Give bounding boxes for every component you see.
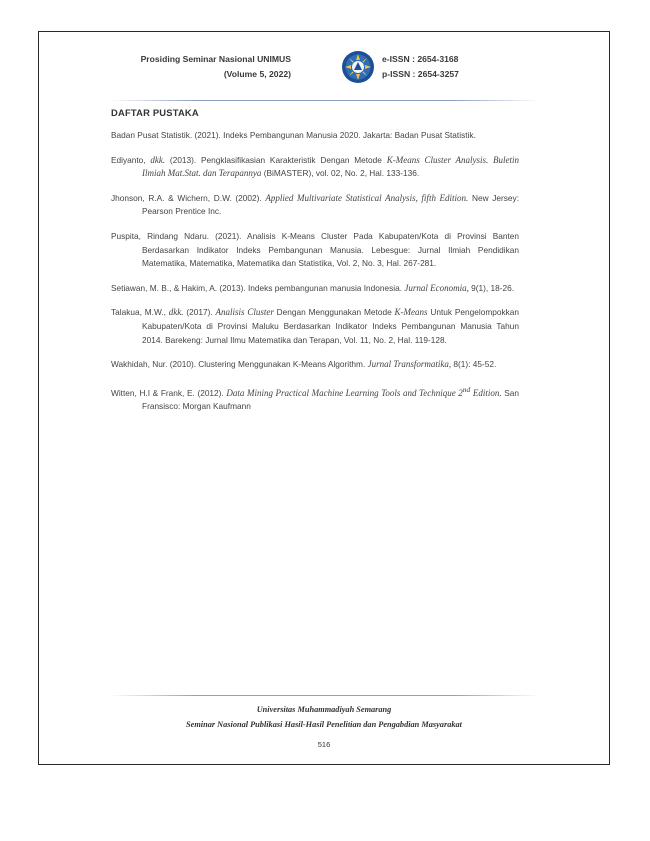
footer-university: Universitas Muhammadiyah Semarang — [256, 705, 392, 714]
reference-item: Ediyanto, dkk. (2013). Pengklasifikasian Karakteristik Dengan Metode K-Means Cluster Analysis. Buletin Ilmiah Mat.Stat. dan Terapannya (BiMASTER), vol. 02, No. 2, Hal. 133-136. — [111, 154, 520, 179]
reference-item: Setiawan, M. B., & Hakim, A. (2013). Indeks pembangunan manusia Indonesia. Jurnal Economia, 9(1), 18-26. — [111, 282, 515, 293]
header-divider — [109, 100, 541, 101]
section-title: DAFTAR PUSTAKA — [111, 107, 199, 118]
page-frame — [38, 31, 610, 765]
header-proceedings-name: Prosiding Seminar Nasional UNIMUS — [140, 54, 291, 64]
header-e-issn: e-ISSN : 2654-3168 — [382, 54, 459, 64]
footer-divider — [109, 695, 541, 696]
references-section — [111, 107, 519, 425]
reference-item: Badan Pusat Statistik. (2021). Indeks Pembangunan Manusia 2020. Jakarta: Badan Pusat Statistik. — [111, 130, 476, 140]
reference-item: Witten, H.I & Frank, E. (2012). Data Mining Practical Machine Learning Tools and Technique 2nd Edition. San Fransisco: Morgan Kaufmann — [111, 384, 519, 412]
reference-item: Wakhidah, Nur. (2010). Clustering Menggunakan K-Means Algorithm. Jurnal Transformatika, 8(1): 45-52. — [111, 359, 497, 370]
header-proceedings-title — [141, 52, 291, 82]
reference-item: Jhonson, R.A. & Wichern, D.W. (2002). Applied Multivariate Statistical Analysis, fifth Edition. New Jersey: Pearson Prentice Inc. — [111, 192, 520, 217]
reference-item: Puspita, Rindang Ndaru. (2021). Analisis K-Means Cluster Pada Kabupaten/Kota di Provinsi Banten Berdasarkan Indikator Indeks Pembangunan Manusia. Lebesgue: Jurnal Ilmiah Pendidikan Matematika, Matematika, Matematika dan Statistika, Vol. 2, No. 3, Hal. 267-281. — [111, 230, 519, 269]
page-header — [39, 46, 609, 86]
header-p-issn: p-ISSN : 2654-3257 — [382, 69, 459, 79]
header-volume: (Volume 5, 2022) — [223, 69, 291, 79]
reference-item: Talakua, M.W., dkk. (2017). Analisis Cluster Dengan Menggunakan Metode K-Means Untuk Pengelompokkan Kabupaten/Kota di Provinsi Maluku Berdasarkan Indikator Indeks Pembangunan Manusia Tahun 2014. Barekeng: Jurnal Ilmu Matematika dan Terapan, Vol. 11, No. 2, Hal. 119-128. — [111, 307, 520, 345]
unimus-logo-icon — [341, 50, 375, 84]
header-issn — [382, 52, 459, 82]
footer-seminar-name: Seminar Nasional Publikasi Hasil-Hasil Penelitian dan Pengabdian Masyarakat — [186, 720, 462, 729]
page-number: 516 — [317, 740, 331, 749]
